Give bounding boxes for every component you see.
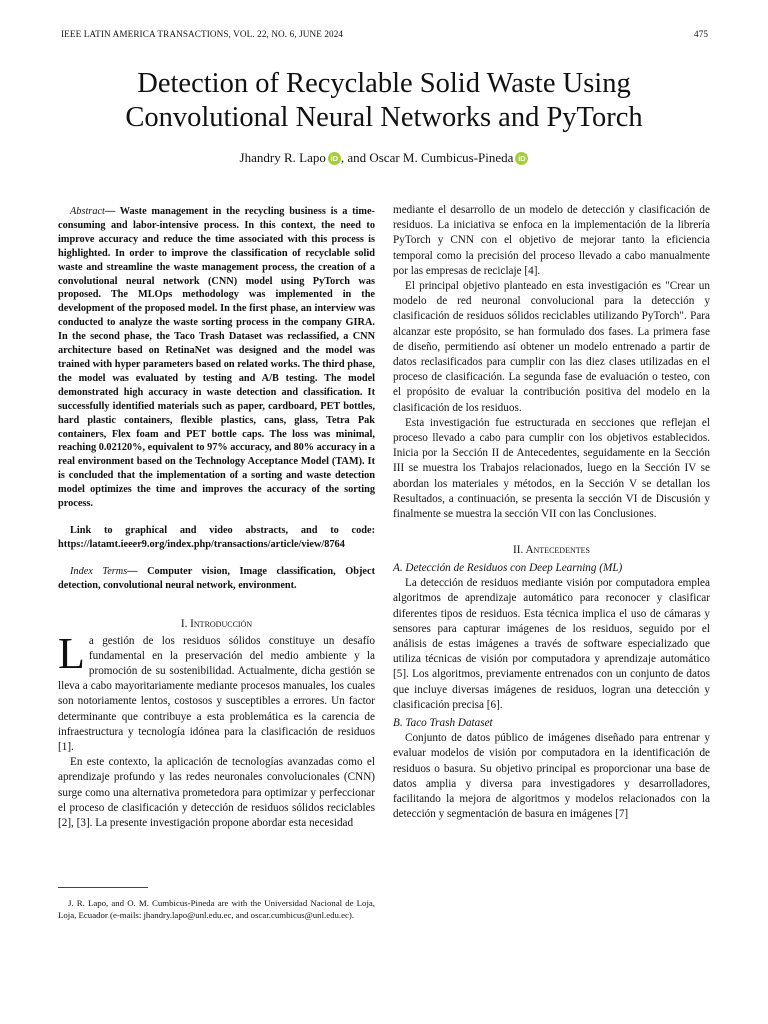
title-line-1: Detection of Recyclable Solid Waste Using: [137, 68, 631, 99]
drop-cap: L: [58, 628, 85, 678]
body-paragraph: Conjunto de datos público de imágenes diseñado para entrenar y evaluar modelos de visión por computadora en la identificación de residuos o basura. Su objetivo principal es proporcionar una base de datos amplia y diversa para investigadores y desarrolladores, facilitando la mejora de algoritmos y modelos relacionados con la detección y segmentación de basura en imágenes [7]: [393, 732, 710, 821]
section-heading: I. Introducción: [180, 617, 253, 630]
abstract: [58, 205, 375, 593]
intro-paragraph: El principal objetivo planteado en esta investigación es "Crear un modelo de red neuronal convolucional para la detección y clasificación de residuos sólidos reciclables utilizando PyTorch". Para alcanzar este propósito, se han formulado dos fases. La primera fase de diseño, permitiendo así obtener un modelo entrenado a partir de datos reclasificados para cumplir con las diez clases utilizadas en el proceso de clasificación. La segunda fase de evaluación o testeo, con el propósito de evaluar la contribución positiva del modelo en la clasificación de los residuos.: [393, 280, 710, 414]
intro-paragraph: Esta investigación fue estructurada en secciones que reflejan el proceso llevado a cabo para cumplir con los objetivos establecidos. Inicia por la Sección II de Antecedentes, seguidamente en la Sección III se muestra los Trabajos relacionados, luego en la Sección IV se abordan los materiales y métodos, en la Sección V se detallan los Resultados, a continuación, se presenta la sección VI de Discusión y finalmente se muestra la sección VII con las Conclusiones.: [393, 416, 710, 521]
author-list: [0, 150, 768, 166]
subsection-heading: A. Detección de Residuos con Deep Learning (ML): [393, 562, 623, 575]
journal-header: IEEE LATIN AMERICA TRANSACTIONS, VOL. 22, NO. 6, JUNE 2024: [61, 29, 344, 39]
affiliation-footnote: J. R. Lapo, and O. M. Cumbicus-Pineda are with the Universidad Nacional de Loja, Loja, Ecuador (e-mails: jhandry.lapo@unl.edu.ec, and oscar.cumbicus@unl.edu.ec).: [58, 898, 375, 920]
author-name: Jhandry R. Lapo: [239, 150, 326, 165]
abstract-label: Abstract: [70, 206, 105, 217]
paper-title: [0, 67, 768, 135]
body-paragraph: La detección de residuos mediante visión por computadora emplea algoritmos de aprendizaje automático para reconocer y clasificar diferentes tipos de residuos. Esta técnica implica el uso de cámaras y sensores para capturar imágenes de los residuos, seguido por el análisis de estas imágenes a través de software especializado que utiliza técnicas de visión por computadora y aprendizaje automático [5]. Los algoritmos, previamente entrenados con un conjunto de datos que incluye diversas imágenes de residuos, logran una detección y clasificación precisa [6].: [393, 577, 710, 711]
author-name: , and Oscar M. Cumbicus-Pineda: [340, 150, 514, 165]
intro-paragraph: La gestión de los residuos sólidos constituye un desafío fundamental en la preservación del medio ambiente y la promoción de su sostenibilidad. Actualmente, dicha gestión se lleva a cabo mayoritariamente mediante procesos manuales, los cuales son notoriamente lentos, costosos y susceptibles a errores. Un factor determinante que contribuye a esta problemática es la carencia de infraestructura y tecnología idónea para la clasificación de residuos [1].: [58, 628, 375, 753]
intro-paragraph: mediante el desarrollo de un modelo de detección y clasificación de residuos. La iniciativa se enfoca en la implementación de la librería PyTorch y CNN con el objetivo de mejorar tanto la eficiencia temporal como la precisión del proceso llevado a cabo manualmente por las empresas de reciclaje [4].: [393, 204, 710, 277]
abstract-link[interactable]: Link to graphical and video abstracts, and to code: https://latamt.ieeer9.org/index.php/transactions/article/view/8764: [58, 524, 375, 550]
orcid-icon[interactable]: iD: [328, 152, 341, 165]
page-number: 475: [694, 29, 709, 39]
index-terms-text: — Computer vision, Image classification, Object detection, convolutional neural network, environment.: [58, 565, 375, 591]
subsection-heading: B. Taco Trash Dataset: [393, 717, 493, 730]
index-terms-label: Index Terms: [70, 565, 128, 577]
index-terms: [58, 565, 375, 593]
intro-paragraph: En este contexto, la aplicación de tecnologías avanzadas como el aprendizaje profundo y las redes neuronales convolucionales (CNN) surge como una alternativa prometedora para optimizar y perfeccionar el proceso de clasificación y detección de residuos sólidos reciclables [2], [3]. La presente investigación propone abordar esta necesidad: [58, 756, 375, 829]
title-line-2: Convolutional Neural Networks and PyTorch: [125, 102, 643, 133]
right-column: [393, 203, 710, 822]
abstract-text: — Waste management in the recycling business is a time-consuming and labor-intensive process. In this context, the need to improve accuracy and reduce the time associated with this process is highlighted. In order to improve the classification of recyclable solid waste and streamline the waste management process, the creation of a convolutional neural network (CNN) model using PyTorch was proposed. The MLOps methodology was implemented in the development of the proposed model. In the first phase, an interview was conducted to analyze the waste sorting process in the company GIRA. In the second phase, the Taco Trash Dataset was reclassified, a CNN architecture based on RetinaNet was designed and the model was trained with hyper parameters based on related works. The third phase, the model was evaluated by testing and A/B testing. The model demonstrated high accuracy in waste detection and classification. It successfully identified materials such as paper, cardboard, PET bottles, hard plastic containers, flexible plastics, cans, glass, Tetra Pak containers, Flex foam and PET bottle caps. The loss was minimal, reaching 0.02120%, equivalent to 97% accuracy, and 80% accuracy in a real environment based on the Technology Acceptance Model (TAM). It is concluded that the implementation of a sorting and waste detection model optimizes the time and improves the accuracy of the sorting process.: [58, 206, 375, 510]
footnote-rule: [58, 887, 148, 888]
section-heading: II. Antecedentes: [513, 544, 590, 557]
left-column: [58, 205, 375, 831]
orcid-icon[interactable]: iD: [515, 152, 528, 165]
